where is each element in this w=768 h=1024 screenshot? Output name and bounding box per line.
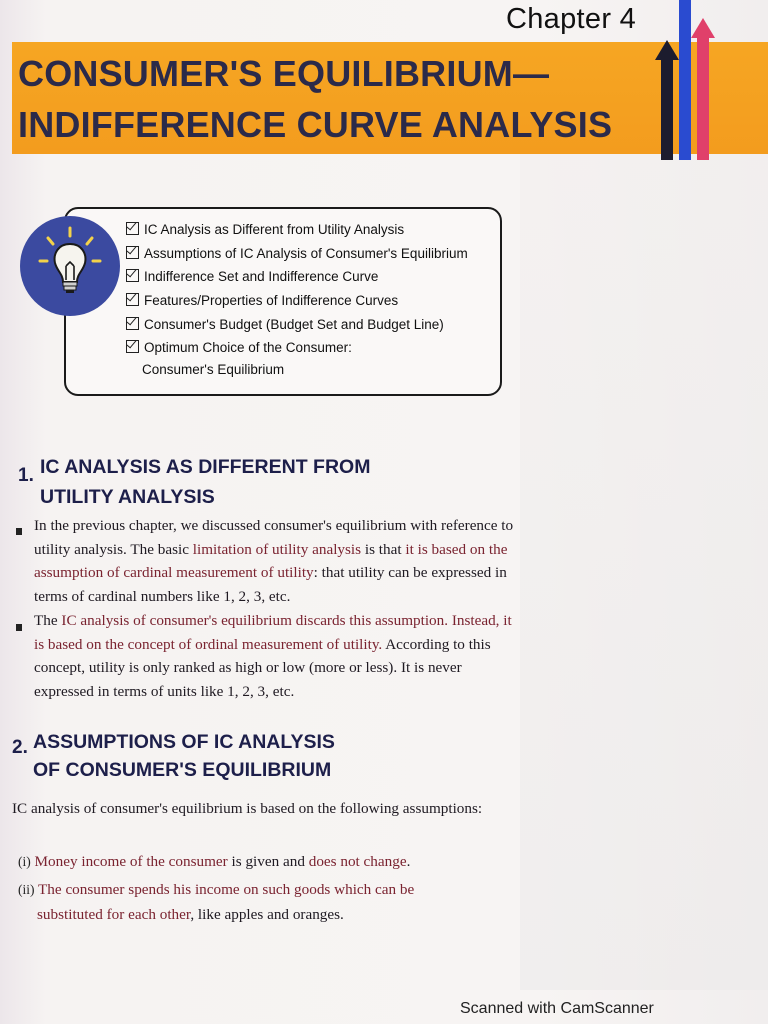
- checkbox-icon: [126, 222, 139, 235]
- topic-item: [126, 336, 468, 360]
- text-span: In the previous chapter, we discussed consumer's equilibrium with reference to utility analysis. The basic: [34, 517, 514, 558]
- section2-heading-line1: ASSUMPTIONS OF IC ANALYSIS: [33, 731, 335, 753]
- highlight-text: The consumer spends his income on such goods which can be: [38, 881, 415, 898]
- section2-heading-line2: OF CONSUMER'S EQUILIBRIUM: [33, 759, 332, 781]
- topic-label: Consumer's Budget (Budget Set and Budget Line): [144, 316, 444, 332]
- section2-intro: IC analysis of consumer's equilibrium is based on the following assumptions:: [12, 800, 483, 817]
- highlight-text: limitation of utility analysis: [192, 540, 362, 558]
- topic-label: Optimum Choice of the Consumer:: [144, 340, 352, 356]
- section1-heading-line1: IC ANALYSIS AS DIFFERENT FROM: [40, 456, 371, 478]
- checkbox-icon: [126, 317, 139, 330]
- topic-item: [126, 242, 468, 266]
- topic-item: [126, 218, 468, 242]
- topic-label: Indifference Set and Indifference Curve: [144, 269, 379, 285]
- topic-label: Assumptions of IC Analysis of Consumer's Equilibrium: [144, 245, 468, 261]
- topic-item-continuation: Consumer's Equilibrium: [142, 362, 285, 378]
- text-span: .: [406, 853, 411, 870]
- chapter-label: Chapter 4: [506, 3, 637, 35]
- topic-label: Features/Properties of Indifference Curves: [144, 293, 399, 309]
- item-number: (i): [18, 854, 31, 869]
- chapter-title-line1: CONSUMER'S EQUILIBRIUM—: [18, 53, 550, 94]
- section1-heading-line2: UTILITY ANALYSIS: [40, 486, 215, 508]
- arrows-icon: [655, 0, 715, 160]
- bullet-icon: [16, 528, 22, 535]
- highlight-text: substituted for each other: [37, 906, 191, 923]
- highlight-text: IC analysis of consumer's equilibrium discards this assumption. Instead, it is based on the concept of ordinal measurement of utility.: [34, 612, 512, 653]
- chapter-title-line2: INDIFFERENCE CURVE ANALYSIS: [18, 104, 613, 145]
- topic-item: [126, 265, 468, 289]
- section1-paragraph1: [34, 514, 514, 608]
- section1-paragraph2: [34, 609, 514, 703]
- assumption-item-2: [18, 877, 414, 902]
- checkbox-icon: [126, 246, 139, 259]
- highlight-text: Money income of the consumer: [34, 853, 228, 870]
- highlight-text: does not change: [308, 853, 407, 870]
- item-number: (ii): [18, 882, 35, 897]
- checkbox-icon: [126, 293, 139, 306]
- text-span: According to this concept, utility is only ranked as high or low (more or less). It is never expressed in terms of units like 1, 2, 3, etc.: [34, 635, 491, 700]
- lightbulb-icon: [20, 216, 120, 316]
- section2-number: 2.: [12, 737, 28, 758]
- assumption-item-2-cont: [37, 902, 344, 927]
- text-span: is that: [361, 540, 406, 558]
- topic-item: [126, 289, 468, 313]
- bullet-icon: [16, 624, 22, 631]
- text-span: is given and: [227, 853, 309, 870]
- margin-shadow: [520, 150, 768, 990]
- assumption-item-1: [18, 849, 410, 874]
- section1-number: 1.: [18, 465, 34, 486]
- topic-label: IC Analysis as Different from Utility Analysis: [144, 222, 405, 237]
- topics-list: [126, 218, 468, 382]
- checkbox-icon: [126, 340, 139, 353]
- highlight-text: it is based on the assumption of cardinal measurement of utility: [34, 540, 508, 581]
- checkbox-icon: [126, 269, 139, 282]
- text-span: : that utility can be expressed in terms of cardinal numbers like 1, 2, 3, etc.: [34, 564, 507, 605]
- topic-item: [126, 313, 468, 337]
- text-span: , like apples and oranges.: [190, 906, 344, 923]
- text-span: The: [34, 612, 62, 629]
- scanner-watermark: Scanned with CamScanner: [460, 1000, 654, 1017]
